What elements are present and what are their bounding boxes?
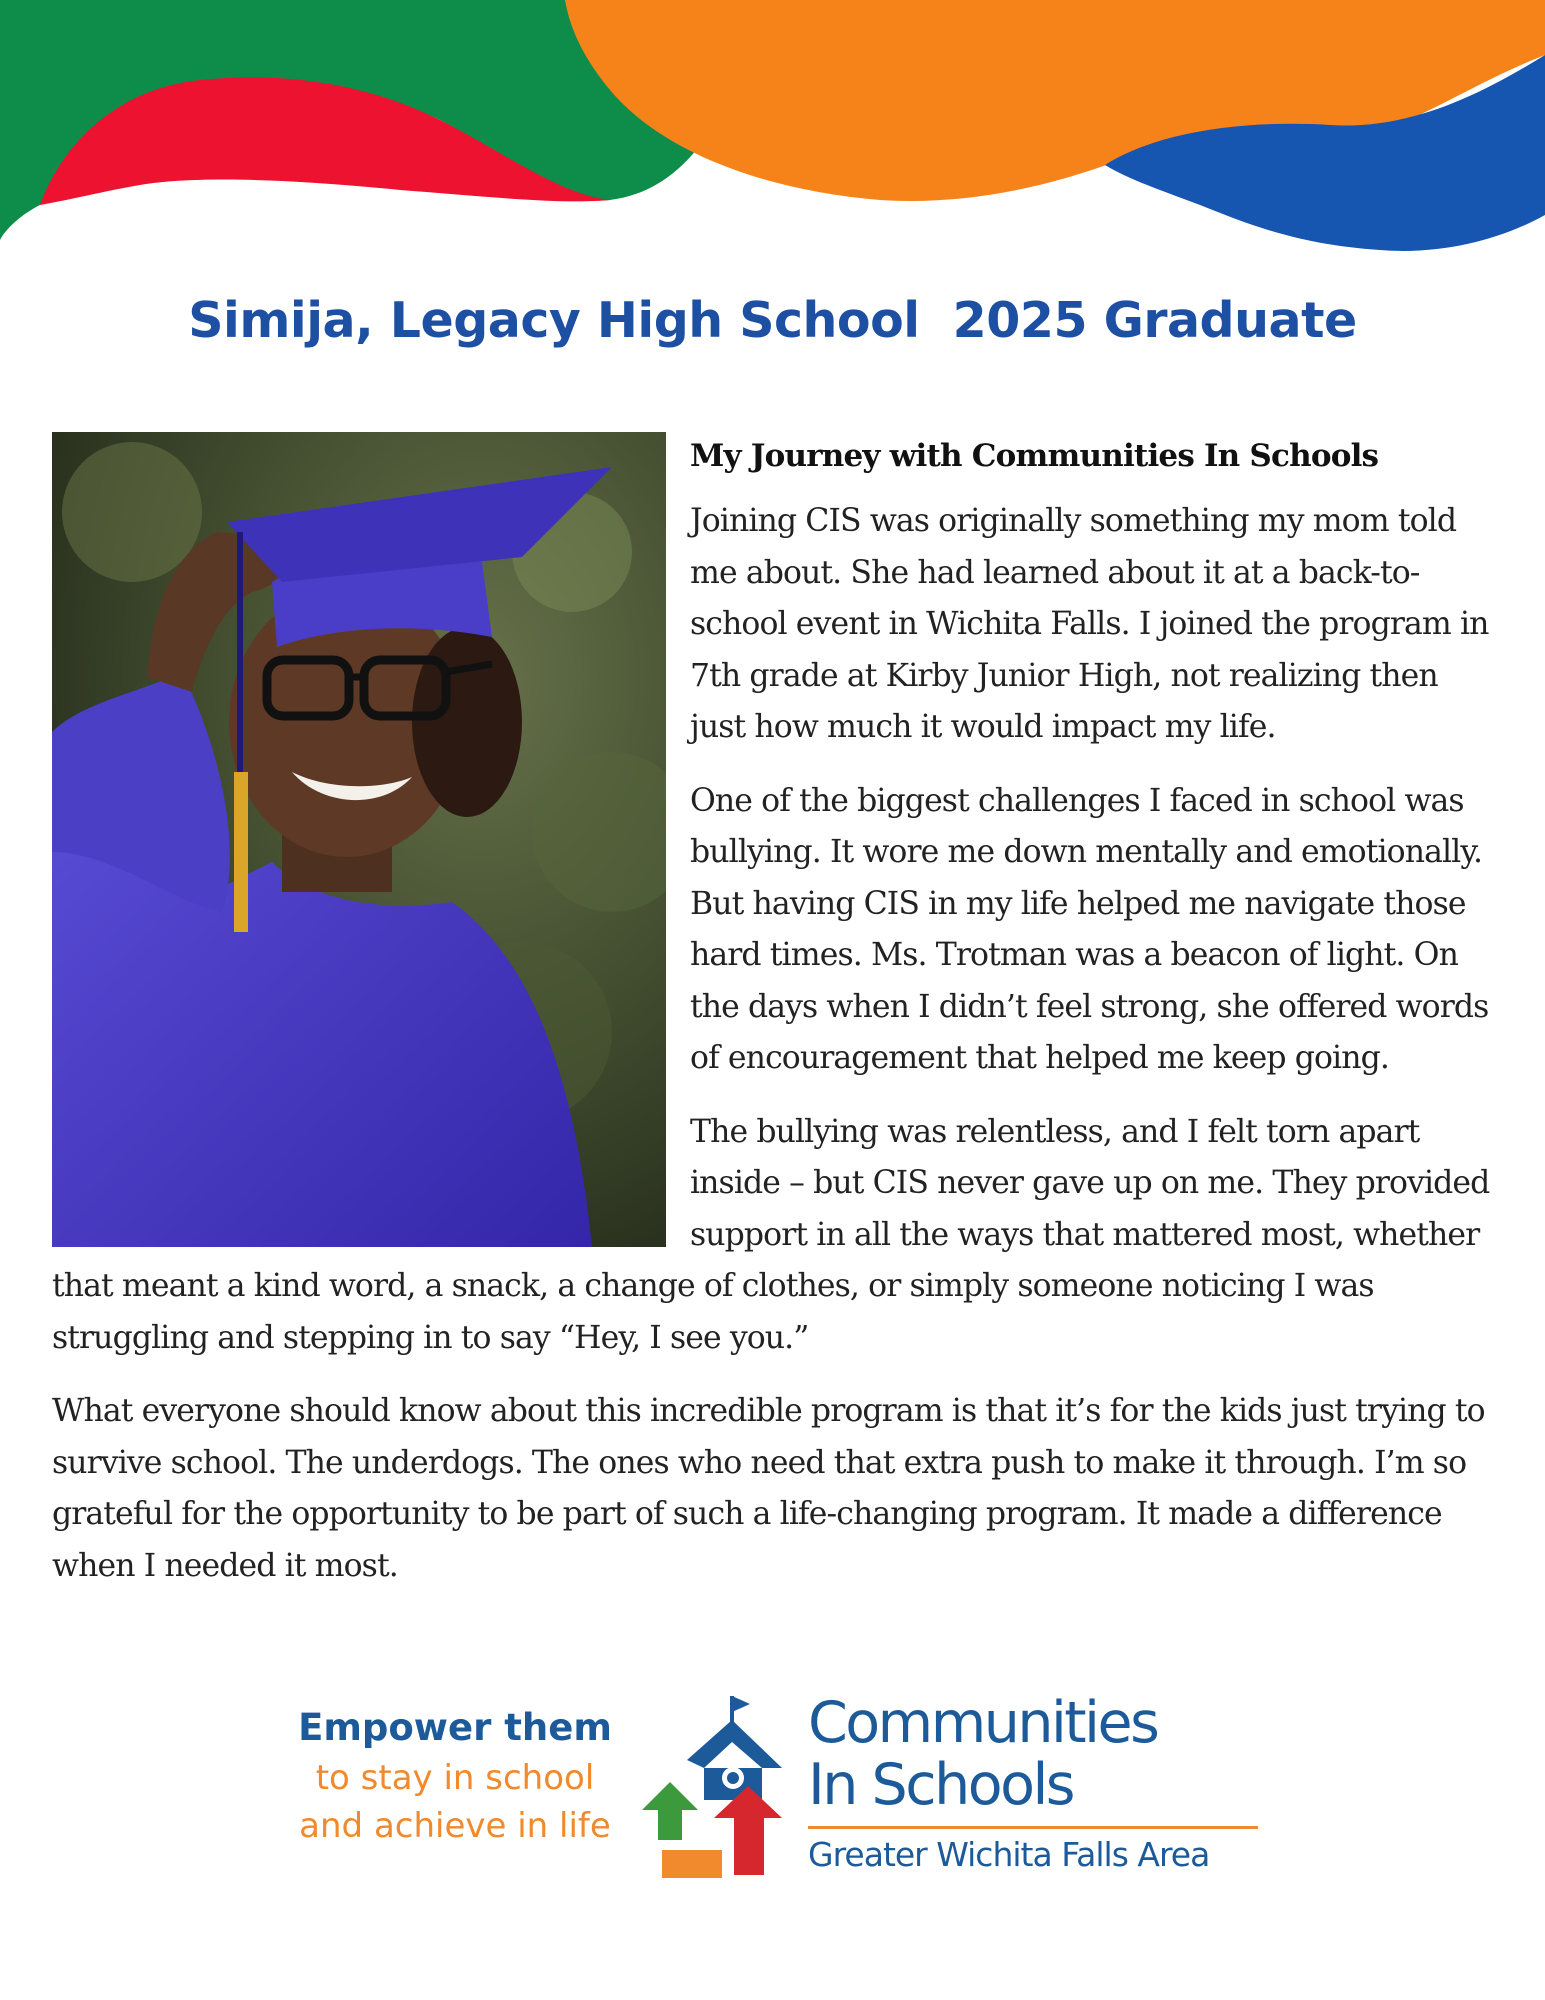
story-paragraph: Joining CIS was originally something my mom told me about. She had learned about it at a back-to-school event in Wichita Falls. I joined the program in 7th grade at Kirby Junior High, not realizing then just how much it would impact my life. (690, 503, 1489, 745)
tagline-line-1: Empower them (298, 1706, 612, 1749)
org-name-line-2: In Schools (808, 1752, 1073, 1818)
story-heading: My Journey with Communities In Schools (690, 438, 1379, 474)
tagline-line-2: to stay in school (315, 1758, 595, 1798)
photo-wrap-spacer (52, 430, 690, 1250)
story-paragraph: One of the biggest challenges I faced in school was bullying. It wore me down mentally and emotionally. But having CIS in my life helped me navigate those hard times. Ms. Trotman was a beacon of light. On the days when I didn’t feel strong, she offered words of encouragement that helped me keep going. (690, 782, 1489, 1076)
org-region: Greater Wichita Falls Area (808, 1835, 1210, 1874)
cis-logo-icon (642, 1690, 792, 1880)
org-divider (808, 1826, 1258, 1829)
org-name-line-1: Communities (808, 1690, 1158, 1756)
decorative-wave-header (0, 0, 1545, 260)
tagline-line-3: and achieve in life (299, 1806, 611, 1846)
story-paragraph: The bullying was relentless, and I felt torn apart inside – but CIS never gave up on me. They provided support in all the ways that mattered most, whether that meant a kind word, a snack, a change of clothes, or simply someone noticing I was struggling and stepping in to say “Hey, I see you.” (52, 1113, 1490, 1356)
tagline (270, 1702, 640, 1850)
story-article (52, 430, 1502, 1614)
page-title: Simija, Legacy High School 2025 Graduate (188, 292, 1357, 349)
org-name (808, 1692, 1278, 1875)
story-paragraph: What everyone should know about this incredible program is that it’s for the kids just trying to survive school. The underdogs. The ones who need that extra push to make it through. I’m so grateful for the opportunity to be part of such a life-changing program. It made a difference when I needed it most. (52, 1393, 1485, 1584)
footer-branding (270, 1690, 1280, 1890)
